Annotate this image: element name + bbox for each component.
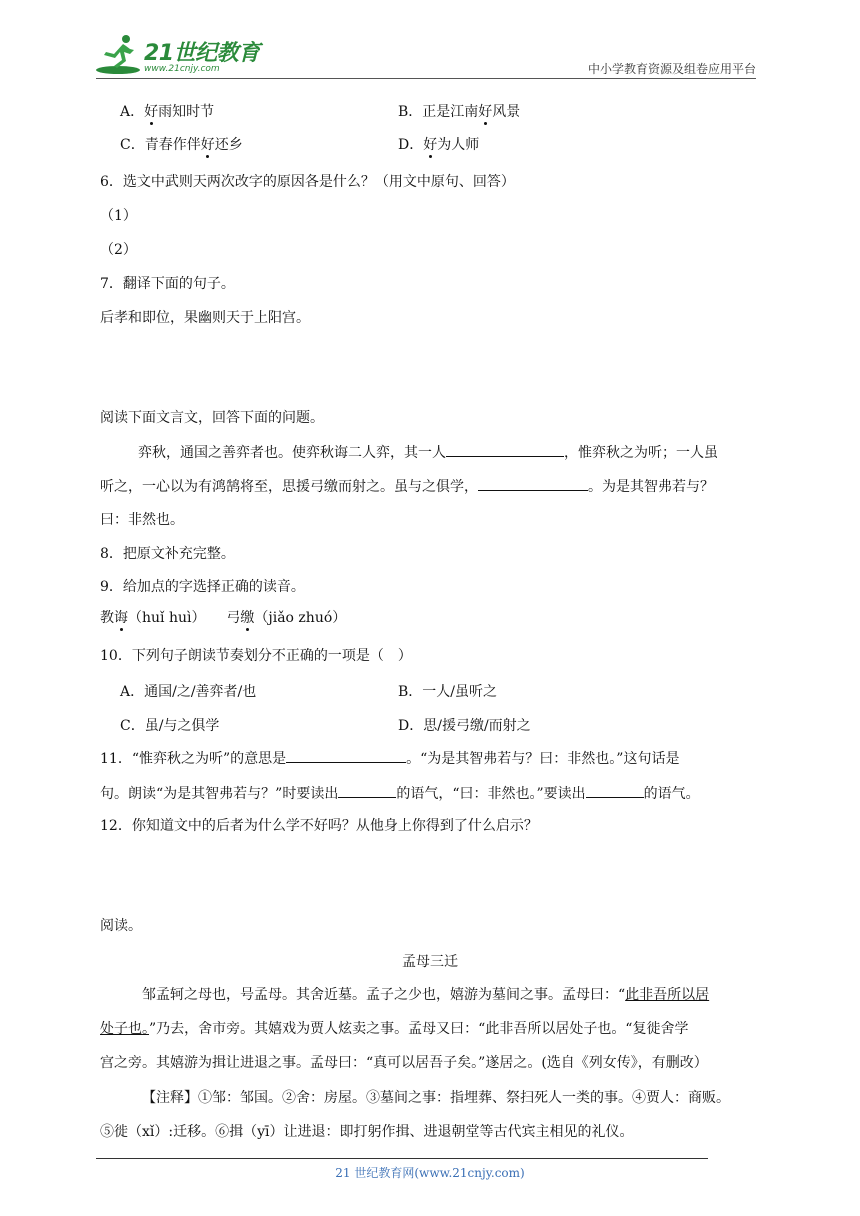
fill-blank bbox=[338, 783, 396, 798]
section2-paragraph-line3: 曰：非然也。 bbox=[100, 512, 184, 528]
dotted-char: 好 bbox=[478, 104, 493, 120]
section3-paragraph-line3: 宫之旁。其嬉游为揖让进退之事。孟母曰：“真可以居吾子矣。”遂居之。(选自《列女传》，有删改） bbox=[100, 1055, 708, 1071]
page-header bbox=[0, 0, 860, 80]
section3-note-line1: 【注释】①邹：邹国。②舍：房屋。③墓间之事：指埋葬、祭扫死人一类的事。④贾人：商贩。 bbox=[142, 1090, 730, 1106]
section3-title: 孟母三迁 bbox=[402, 954, 458, 970]
site-logo bbox=[96, 32, 266, 80]
q11-line2: 句。朗读“为是其智弗若与？”时要读出 的语气，“曰：非然也。”要读出 的语气。 bbox=[100, 783, 700, 804]
header-divider bbox=[96, 78, 756, 79]
q5-option-d: D．好为人师 bbox=[398, 137, 480, 153]
section3-note-line2: ⑤徙（xǐ）:迁移。⑥揖（yī）让进退：即打躬作揖、进退朝堂等古代宾主相见的礼仪。 bbox=[100, 1124, 634, 1140]
dotted-char: 诲 bbox=[114, 610, 128, 626]
q5-option-b: B．正是江南好风景 bbox=[398, 104, 521, 120]
underlined-text: 处子也。 bbox=[100, 1021, 149, 1037]
q9-words: 教诲（huǐ huì） 弓缴（jiǎo zhuó） bbox=[100, 610, 347, 626]
dotted-char: 好 bbox=[423, 137, 438, 153]
footer-divider bbox=[96, 1158, 708, 1159]
q7-sentence: 后孝和即位，果幽则天于上阳宫。 bbox=[100, 310, 310, 326]
logo-text: 21世纪教育 bbox=[144, 41, 260, 66]
q7-question: 7．翻译下面的句子。 bbox=[100, 276, 235, 292]
q5-option-a: A．好雨知时节 bbox=[120, 104, 215, 120]
q10-option-b: B．一人/虽听之 bbox=[398, 684, 498, 700]
q6-answer-2: （2） bbox=[100, 242, 137, 258]
q8-question: 8．把原文补充完整。 bbox=[100, 546, 235, 562]
underlined-text: 此非吾所以居 bbox=[625, 987, 710, 1003]
q6-question: 6．选文中武则天两次改字的原因各是什么？（用文中原句、回答） bbox=[100, 174, 515, 190]
q10-option-a: A．通国/之/善弈者/也 bbox=[120, 684, 257, 700]
q12-question: 12．你知道文中的后者为什么学不好吗？从他身上你得到了什么启示？ bbox=[100, 818, 538, 834]
fill-blank bbox=[286, 748, 406, 763]
q10-option-d: D．思/援弓缴/而射之 bbox=[398, 718, 531, 734]
logo-url: www.21cnjy.com bbox=[144, 64, 220, 74]
q9-question: 9．给加点的字选择正确的读音。 bbox=[100, 579, 305, 595]
q6-answer-1: （1） bbox=[100, 208, 137, 224]
q10-question: 10．下列句子朗读节奏划分不正确的一项是（ ） bbox=[100, 648, 412, 664]
q5-option-c: C．青春作伴好还乡 bbox=[120, 137, 243, 153]
section2-paragraph-line2: 听之，一心以为有鸿鹄将至，思援弓缴而射之。虽与之俱学， 。为是其智弗若与？ bbox=[100, 476, 714, 497]
dotted-char: 好 bbox=[144, 104, 159, 120]
fill-blank bbox=[586, 783, 644, 798]
section3-paragraph-line2: 处子也。”乃去，舍市旁。其嬉戏为贾人炫卖之事。孟母又曰：“此非吾所以居处子也。“复徙舍学 bbox=[100, 1021, 689, 1037]
fill-blank bbox=[478, 476, 588, 491]
q11-line1: 11．“惟弈秋之为听”的意思是 。“为是其智弗若与？曰：非然也。”这句话是 bbox=[100, 748, 679, 769]
section3-intro: 阅读。 bbox=[100, 918, 142, 934]
runner-logo-icon bbox=[96, 32, 142, 76]
section3-paragraph-line1: 邹孟轲之母也，号孟母。其舍近墓。孟子之少也，嬉游为墓间之事。孟母曰：“此非吾所以居 bbox=[142, 987, 710, 1003]
platform-label: 中小学教育资源及组卷应用平台 bbox=[587, 62, 756, 76]
footer-text[interactable]: 21 世纪教育网(www.21cnjy.com) bbox=[335, 1166, 525, 1180]
q10-option-c: C．虽/与之俱学 bbox=[120, 718, 220, 734]
section2-intro: 阅读下面文言文，回答下面的问题。 bbox=[100, 410, 324, 426]
dotted-char: 好 bbox=[200, 137, 215, 153]
section2-paragraph-line1: 弈秋，通国之善弈者也。使弈秋诲二人弈，其一人 ，惟弈秋之为听；一人虽 bbox=[138, 442, 718, 463]
fill-blank bbox=[446, 442, 564, 457]
dotted-char: 缴 bbox=[240, 610, 255, 626]
